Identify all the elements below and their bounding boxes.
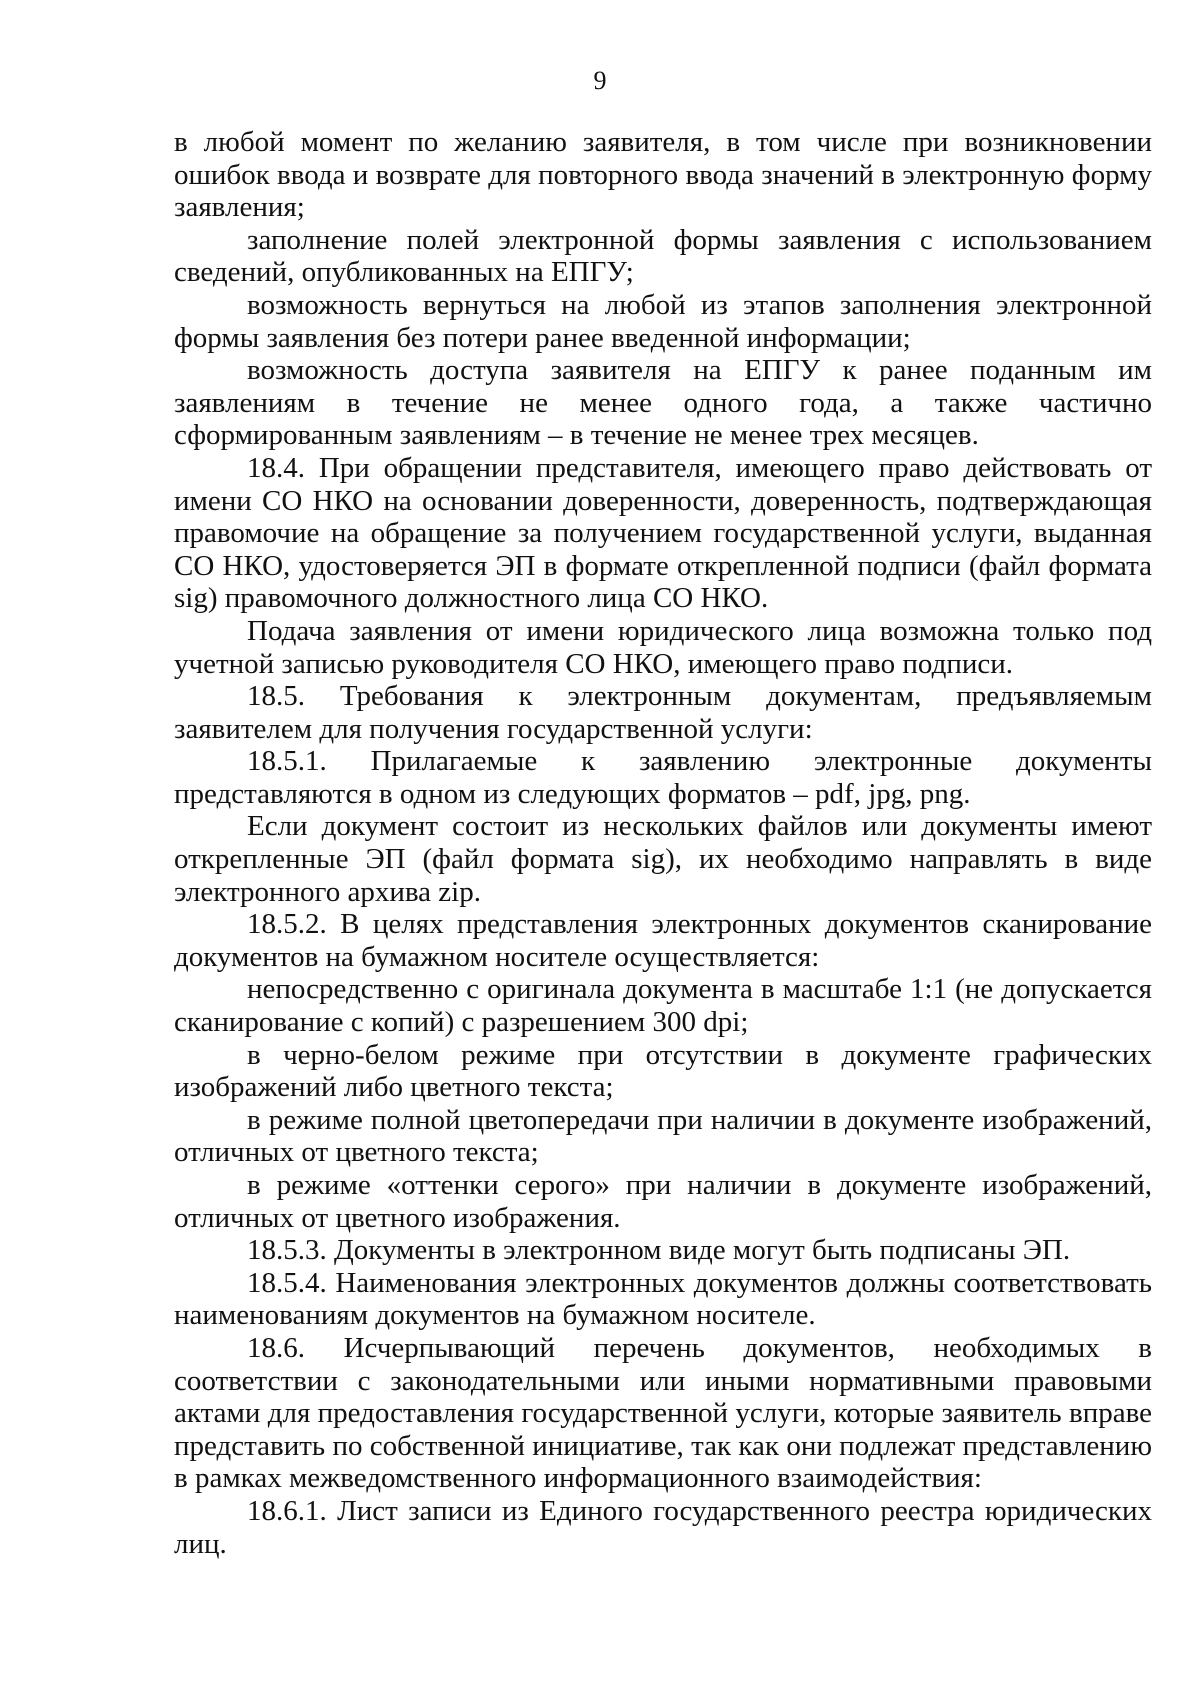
paragraph-18-6: 18.6. Исчерпывающий перечень документов, необходимых в соответствии с законодательными или иными нормативными правовыми актами для предоставления государственной услуги, которые заявитель вправе представить по собственной инициативе, так как они подлежат представлению в рамках межведомственного информационного взаимодействия: bbox=[174, 1331, 1152, 1495]
paragraph-18-4: 18.4. При обращении представителя, имеющего право действовать от имени СО НКО на основании доверенности, доверенность, подтверждающая правомочие на обращение за получением государственной услуги, выданная СО НКО, удостоверяется ЭП в формате открепленной подписи (файл формата sig) правомочного должностного лица СО НКО. bbox=[174, 451, 1152, 615]
paragraph-18-5-1: 18.5.1. Прилагаемые к заявлению электронные документы представляются в одном из следующих форматов – pdf, jpg, png. bbox=[174, 745, 1152, 810]
paragraph-18-5-2: 18.5.2. В целях представления электронных документов сканирование документов на бумажном носителе осуществляется: bbox=[174, 908, 1152, 973]
paragraph: в черно-белом режиме при отсутствии в документе графических изображений либо цветного текста; bbox=[174, 1038, 1152, 1104]
paragraph: заполнение полей электронной формы заявления с использованием сведений, опубликованных на ЕПГУ; bbox=[174, 223, 1152, 289]
paragraph: возможность вернуться на любой из этапов заполнения электронной формы заявления без потери ранее введенной информации; bbox=[174, 288, 1152, 354]
paragraph: в режиме «оттенки серого» при наличии в документе изображений, отличных от цветного изображения. bbox=[174, 1169, 1152, 1234]
paragraph-18-6-1: 18.6.1. Лист записи из Единого государственного реестра юридических лиц. bbox=[174, 1494, 1152, 1560]
paragraph: непосредственно с оригинала документа в масштабе 1:1 (не допускается сканирование с копий) с разрешением 300 dpi; bbox=[174, 973, 1152, 1039]
paragraph: в любой момент по желанию заявителя, в том числе при возникновении ошибок ввода и возврате для повторного ввода значений в электронную форму заявления; bbox=[174, 126, 1152, 224]
paragraph: в режиме полной цветопередачи при наличии в документе изображений, отличных от цветного текста; bbox=[174, 1103, 1152, 1169]
paragraph: возможность доступа заявителя на ЕПГУ к ранее поданным им заявлениям в течение не менее одного года, а также частично сформированным заявлениям – в течение не менее трех месяцев. bbox=[174, 354, 1152, 452]
paragraph: Если документ состоит из нескольких файлов или документы имеют открепленные ЭП (файл формата sig), их необходимо направлять в виде электронного архива zip. bbox=[174, 810, 1152, 908]
paragraph-18-5-4: 18.5.4. Наименования электронных документов должны соответствовать наименованиям документов на бумажном носителе. bbox=[174, 1266, 1152, 1332]
paragraph-18-5-3: 18.5.3. Документы в электронном виде могут быть подписаны ЭП. bbox=[247, 1234, 1071, 1267]
paragraph-18-5: 18.5. Требования к электронным документам, предъявляемым заявителем для получения государственной услуги: bbox=[174, 680, 1152, 745]
document-body bbox=[174, 126, 1152, 1560]
paragraph: Подача заявления от имени юридического лица возможна только под учетной записью руководителя СО НКО, имеющего право подписи. bbox=[174, 614, 1152, 680]
page-number: 9 bbox=[593, 66, 607, 95]
